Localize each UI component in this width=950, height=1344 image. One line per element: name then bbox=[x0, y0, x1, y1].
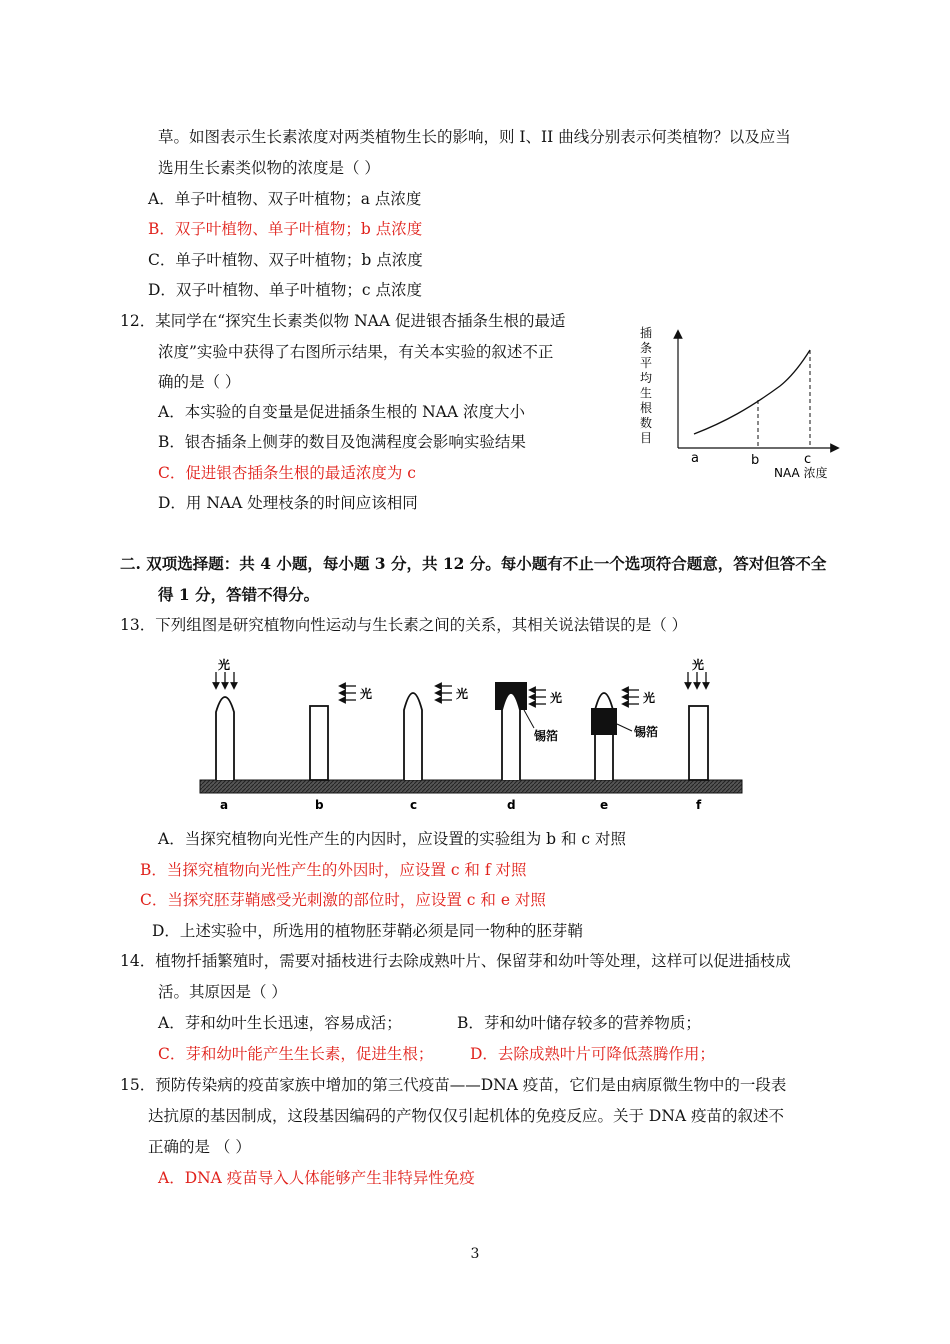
q11-option-d: D．双子叶植物、单子叶植物；c 点浓度 bbox=[148, 281, 423, 299]
seedling-e bbox=[591, 690, 658, 780]
light-label: 光 bbox=[643, 691, 656, 705]
q12-chart bbox=[630, 322, 850, 487]
label-a: a bbox=[220, 798, 229, 812]
foil-label: 锡箔 bbox=[634, 725, 659, 739]
y-label-char: 平 bbox=[640, 356, 653, 370]
q13-figure bbox=[198, 652, 744, 816]
q13-option-c: C．当探究胚芽鞘感受光刺激的部位时，应设置 c 和 e 对照 bbox=[140, 891, 546, 909]
q13-option-d: D．上述实验中，所选用的植物胚芽鞘必须是同一物种的胚芽鞘 bbox=[152, 922, 583, 940]
q12-stem-line3: 确的是（ ） bbox=[158, 373, 241, 391]
soil-base bbox=[200, 780, 742, 793]
q15-stem-line3: 正确的是 （ ） bbox=[148, 1138, 251, 1156]
chart-y-label bbox=[640, 325, 652, 445]
label-f: f bbox=[696, 798, 702, 812]
q15-option-a: A．DNA 疫苗导入人体能够产生非特异性免疫 bbox=[158, 1169, 475, 1187]
q11-stem-line2: 选用生长素类似物的浓度是（ ） bbox=[158, 159, 380, 177]
seedling-f bbox=[688, 657, 708, 780]
y-label-char: 根 bbox=[640, 401, 653, 415]
light-label: 光 bbox=[456, 687, 469, 701]
label-b: b bbox=[315, 798, 324, 812]
light-label: 光 bbox=[218, 658, 231, 672]
section2-heading-line1: 二. 双项选择题：共 4 小题，每小题 3 分，共 12 分。每小题有不止一个选项符合题意，答对但答不全 bbox=[120, 554, 827, 573]
page-number: 3 bbox=[470, 1246, 480, 1262]
q14-stem-line1: 14．植物扦插繁殖时，需要对插枝进行去除成熟叶片、保留芽和幼叶等处理，这样可以促进插枝成 bbox=[120, 952, 791, 970]
y-label-char: 插 bbox=[640, 326, 653, 340]
q11-stem-line1: 草。如图表示生长素浓度对两类植物生长的影响，则 I、II 曲线分别表示何类植物？以及应当 bbox=[158, 128, 791, 146]
q12-stem-line1: 12．某同学在“探究生长素类似物 NAA 促进银杏插条生根的最适 bbox=[120, 312, 566, 330]
seedling-c bbox=[404, 686, 468, 780]
growth-curve bbox=[694, 350, 810, 434]
light-label: 光 bbox=[692, 658, 705, 672]
y-label-char: 条 bbox=[640, 341, 653, 355]
label-c: c bbox=[410, 798, 418, 812]
tick-c: c bbox=[804, 452, 812, 467]
q14-option-c: C．芽和幼叶能产生生长素，促进生根； bbox=[158, 1045, 434, 1063]
q15-stem-line1: 15．预防传染病的疫苗家族中增加的第三代疫苗——DNA 疫苗，它们是由病原微生物中的一段表 bbox=[120, 1076, 787, 1094]
seedling-a bbox=[216, 657, 234, 780]
light-label: 光 bbox=[550, 691, 563, 705]
q14-stem-line2: 活。其原因是（ ） bbox=[158, 983, 287, 1001]
y-label-char: 生 bbox=[640, 386, 653, 400]
q12-stem-line2: 浓度”实验中获得了右图所示结果，有关本实验的叙述不正 bbox=[158, 343, 554, 361]
seedling-b bbox=[310, 686, 372, 780]
q14-option-a: A．芽和幼叶生长迅速，容易成活； bbox=[158, 1014, 402, 1032]
y-label-char: 均 bbox=[640, 371, 653, 385]
q15-stem-line2: 达抗原的基因制成，这段基因编码的产物仅仅引起机体的免疫反应。关于 DNA 疫苗的叙述不 bbox=[148, 1107, 785, 1125]
q12-option-c: C．促进银杏插条生根的最适浓度为 c bbox=[158, 464, 416, 482]
q13-option-b: B．当探究植物向光性产生的外因时，应设置 c 和 f 对照 bbox=[140, 861, 527, 879]
q11-option-b: B．双子叶植物、单子叶植物；b 点浓度 bbox=[148, 220, 423, 238]
foil-label: 锡箔 bbox=[534, 729, 559, 743]
q14-option-d: D．去除成熟叶片可降低蒸腾作用； bbox=[470, 1045, 715, 1063]
q12-option-a: A．本实验的自变量是促进插条生根的 NAA 浓度大小 bbox=[158, 403, 525, 421]
q12-option-b: B．银杏插条上侧芽的数目及饱满程度会影响实验结果 bbox=[158, 433, 526, 451]
x-axis-label: NAA 浓度 bbox=[774, 466, 828, 480]
tick-b: b bbox=[751, 453, 760, 468]
q14-option-b: B．芽和幼叶储存较多的营养物质； bbox=[457, 1014, 701, 1032]
q11-option-c: C．单子叶植物、双子叶植物；b 点浓度 bbox=[148, 251, 423, 269]
q13-option-a: A．当探究植物向光性产生的内因时，应设置的实验组为 b 和 c 对照 bbox=[158, 830, 627, 848]
tick-a: a bbox=[691, 451, 699, 466]
q13-stem: 13．下列组图是研究植物向性运动与生长素之间的关系，其相关说法错误的是（ ） bbox=[120, 616, 688, 634]
section2-heading-line2: 得 1 分，答错不得分。 bbox=[158, 585, 320, 604]
label-e: e bbox=[600, 798, 609, 812]
q12-option-d: D．用 NAA 处理枝条的时间应该相同 bbox=[158, 494, 418, 512]
light-label: 光 bbox=[360, 687, 373, 701]
figure-labels bbox=[220, 798, 702, 812]
label-d: d bbox=[507, 798, 516, 812]
y-label-char: 目 bbox=[640, 431, 653, 445]
y-label-char: 数 bbox=[640, 416, 653, 430]
seedling-d bbox=[495, 682, 562, 780]
q11-option-a: A．单子叶植物、双子叶植物；a 点浓度 bbox=[148, 190, 422, 208]
